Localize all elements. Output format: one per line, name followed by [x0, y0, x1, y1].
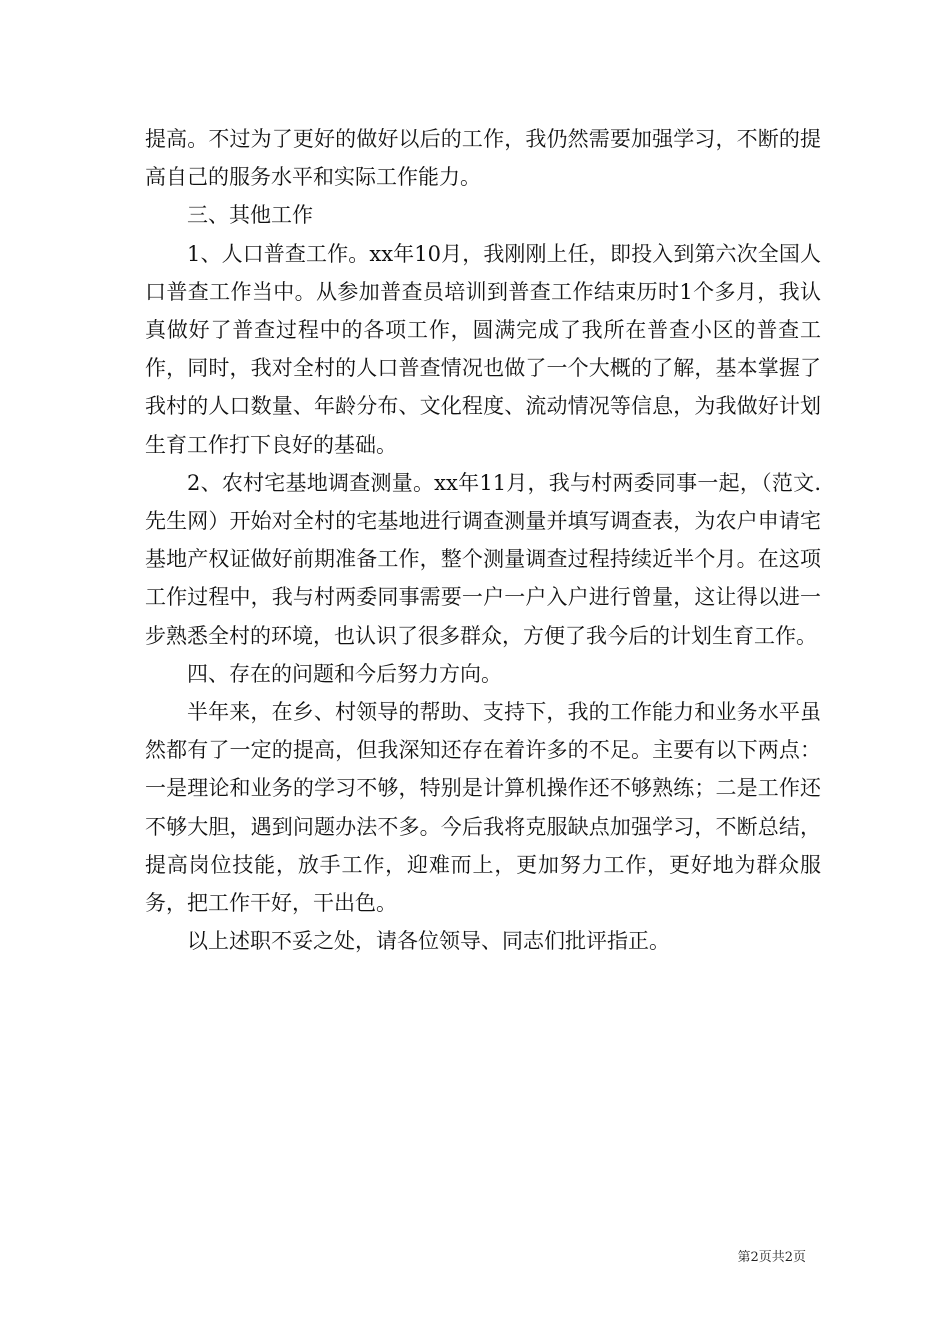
- document-body: [145, 120, 821, 960]
- paragraph-homestead-survey: 2、农村宅基地调查测量。xx年11月，我与村两委同事一起，（范文.先生网）开始对全村的宅基地进行调查测量并填写调查表，为农户申请宅基地产权证做好前期准备工作，整个测量调查过程持续近半个月。在这项工作过程中，我与村两委同事需要一户一户入户进行曾量，这让得以进一步熟悉全村的环境，也认识了很多群众，方便了我今后的计划生育工作。: [145, 470, 821, 648]
- paragraph-census-work: 1、人口普查工作。xx年10月，我刚刚上任，即投入到第六次全国人口普查工作当中。从参加普查员培训到普查工作结束历时1个多月，我认真做好了普查过程中的各项工作，圆满完成了我所在普查小区的普查工作，同时，我对全村的人口普查情况也做了一个大概的了解，基本掌握了我村的人口数量、年龄分布、文化程度、流动情况等信息，为我做好计划生育工作打下良好的基础。: [145, 241, 821, 457]
- page-number-footer: 第2页共2页: [737, 1250, 806, 1265]
- paragraph-closing: 以上述职不妥之处，请各位领导、同志们批评指正。: [187, 929, 670, 954]
- section-heading-problems: 四、存在的问题和今后努力方向。: [187, 661, 502, 686]
- section-heading-other-work: 三、其他工作: [187, 203, 313, 228]
- paragraph-problems-and-direction: 半年来，在乡、村领导的帮助、支持下，我的工作能力和业务水平虽然都有了一定的提高，但我深知还存在着许多的不足。主要有以下两点：一是理论和业务的学习不够，特别是计算机操作还不够熟练；二是工作还不够大胆，遇到问题办法不多。今后我将克服缺点加强学习，不断总结，提高岗位技能，放手工作，迎难而上，更加努力工作，更好地为群众服务，把工作干好，干出色。: [145, 700, 821, 916]
- paragraph-continuation: 提高。不过为了更好的做好以后的工作，我仍然需要加强学习，不断的提高自己的服务水平和实际工作能力。: [145, 127, 821, 190]
